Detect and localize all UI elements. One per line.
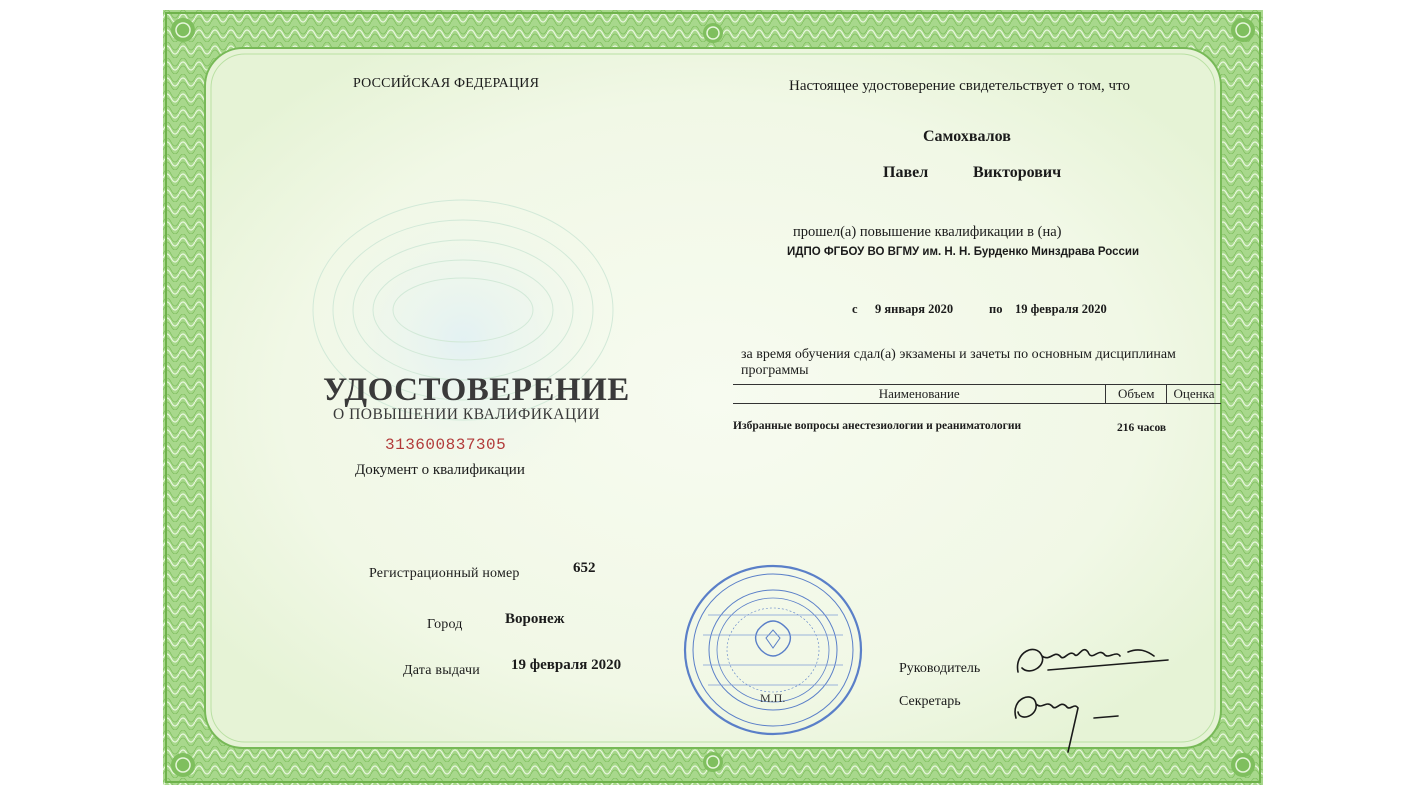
discipline-volume: 216 часов — [1117, 422, 1167, 434]
period-from-date: 9 января 2020 — [875, 302, 954, 316]
director-label: Руководитель — [899, 661, 981, 676]
col-header-name: Наименование — [733, 385, 1106, 404]
period-to-label: по — [989, 302, 1003, 316]
secretary-label: Секретарь — [899, 694, 961, 709]
exams-text-line1: за время обучения сдал(а) экзамены и зачеты по основным дисциплинам — [741, 347, 1176, 362]
passed-text: прошел(а) повышение квалификации в (на) — [793, 224, 1062, 240]
reg-number-value: 652 — [573, 560, 596, 576]
disciplines-table — [733, 384, 1221, 404]
document-type: Документ о квалификации — [355, 462, 525, 478]
issue-date-label: Дата выдачи — [403, 663, 480, 678]
certificate — [163, 10, 1263, 785]
exams-text-line2: программы — [741, 363, 809, 378]
serial-number: 313600837305 — [385, 436, 507, 454]
city-value: Воронеж — [505, 611, 565, 627]
col-header-volume: Объем — [1106, 385, 1167, 404]
intro-text: Настоящее удостоверение свидетельствует о том, что — [789, 78, 1130, 94]
holder-first-name: Павел — [883, 164, 929, 181]
period-to-date: 19 февраля 2020 — [1015, 302, 1107, 316]
period-from-label: с — [852, 302, 858, 316]
issue-date-value: 19 февраля 2020 — [511, 657, 622, 673]
document-subtitle: О ПОВЫШЕНИИ КВАЛИФИКАЦИИ — [333, 406, 601, 423]
signatures — [1008, 632, 1178, 762]
city-label: Город — [427, 617, 463, 632]
official-stamp — [678, 560, 868, 740]
country-label: РОССИЙСКАЯ ФЕДЕРАЦИЯ — [353, 76, 540, 91]
reg-number-label: Регистрационный номер — [369, 566, 520, 581]
holder-patronymic: Викторович — [973, 164, 1062, 181]
stamp-label: М.П. — [760, 691, 786, 705]
institution-name: ИДПО ФГБОУ ВО ВГМУ им. Н. Н. Бурденко Минздрава России — [787, 246, 1140, 258]
holder-surname: Самохвалов — [923, 128, 1011, 145]
discipline-name: Избранные вопросы анестезиологии и реаниматологии — [733, 420, 1022, 432]
document-title: УДОСТОВЕРЕНИЕ — [323, 372, 630, 408]
table-header-row — [733, 385, 1221, 404]
col-header-grade: Оценка — [1167, 385, 1221, 404]
